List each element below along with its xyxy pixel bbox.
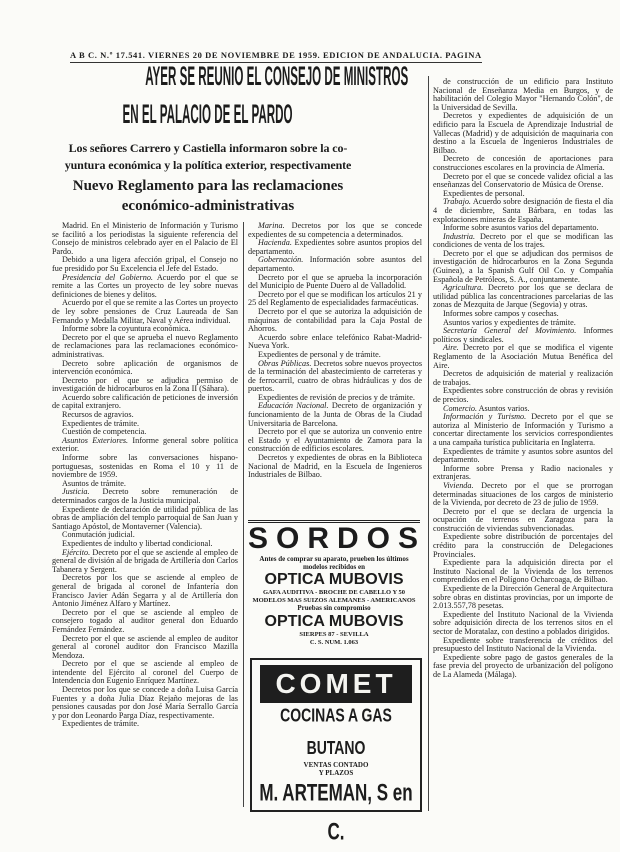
paragraph-text: Decreto por el que se autoriza al Ministerio de Información y Turismo a concertar directamente los servicios correspondientes a una campaña turística publicitaria en Inglaterra. [433,412,613,447]
section-lead: Marina. [258,221,285,230]
paragraph-text: Decreto por el que se modifican las condiciones de venta de los trajes. [433,231,613,250]
paragraph-text: Decreto por el que se asciende al empleo de auditor general al coronel auditor don Francisco Mazilla Mendoza. [52,633,238,660]
article-paragraph [52,377,238,394]
article-paragraph [52,454,238,480]
article-paragraph [433,559,613,585]
article-paragraph [52,720,238,729]
paragraph-text: Decreto por el que se modifica el vigente Reglamento de la Asociación Mutua Benéfica del Aire. [433,343,613,370]
paragraph-text: Decretos y expedientes de adquisición de un edificio para la Escuela de Aprendizaje Industrial de Vallecas (Madrid) y de adquisición de maquinaria con destino a la Escuela de Ingenieros Industriales de Bilbao. [433,111,613,155]
section-lead: Hacienda. [258,238,292,248]
paragraph-text: Decreto por el que se aprueba la incorporación del Municipio de Puente Duero al de Valladolid. [248,272,422,291]
article-paragraph [433,654,613,680]
article-paragraph [248,428,422,454]
paragraph-text: Acuerdo por el que se remite a las Cortes un proyecto de ley sobre pensiones de Cruz Laureada de San Fernando y Medalla Militar, Naval y Aérea individual. [52,298,238,325]
article-paragraph [248,239,422,256]
paragraph-text: Expedientes de personal y de trámite. [258,349,381,359]
section-lead: Vivienda. [443,480,474,490]
paragraph-text: Acuerdo sobre designación de fiesta el día 4 de diciembre, Santa Bárbara, en todas las explotaciones mineras de España. [433,197,613,224]
section-lead: Ejército. [62,547,91,557]
article-paragraph [433,284,613,310]
article-paragraph [433,533,613,559]
article-paragraph [433,413,613,447]
paragraph-text: Expedientes de indulto y libertad condicional. [62,538,213,548]
paragraph-text: Expedientes sobre asuntos propios del departamento. [248,238,422,256]
column-rule [428,76,429,811]
headline-line2 [50,100,365,132]
paragraph-text: Acuerdo sobre enlace telefónico Rabat-Madrid-Nueva York. [248,332,422,351]
article-paragraph [52,549,238,575]
paragraph-text: Decreto por el que se adjudican dos permisos de investigación de hidrocarburos en la Zona Segunda (Guinea), a la Spanish Gulf Oil Co. y Compañía Española de Petróleos, S. A., conjuntamente. [433,248,613,284]
paragraph-text: Decreto por los que se declara de utilidad pública las concentraciones parcelarias de las zonas de Mezquita de Jarque (Segovia) y otras. [433,283,613,310]
paragraph-text: Decreto de concesión de aportaciones para construcciones escolares en la provincia de Almería. [433,154,613,172]
advertisement-comet [250,658,422,846]
paragraph-text: Asuntos de trámite. [62,478,126,488]
paragraph-text: Decretos sobre nuevos proyectos de la terminación del abastecimiento de carreteras y de ferrocarril, cuatro de obras hidráulicas y dos de puertos. [248,358,423,394]
paragraph-text: Expedientes de trámite. [62,719,140,729]
paragraph-text: Decreto por el que se adjudica permiso de investigación de hidrocarburos en la Zona II (Sáhara). [52,375,238,394]
article-paragraph [433,637,613,654]
article-paragraph [52,686,238,720]
paragraph-text: Informe sobre Prensa y Radio nacionales y extranjeras. [433,463,613,482]
paragraph-text: Madrid. En el Ministerio de Información y Turismo se facilitó a los periodistas la siguiente referencia del Consejo de ministros celebrado ayer en el Palacio de El Pardo. [52,221,238,256]
section-lead: Industria. [443,231,476,241]
paragraph-text: Expediente de la Dirección General de Arquitectura sobre obras en distintas provincias, por un importe de 2.013.557,78 pesetas. [433,584,613,611]
paragraph-text: Decretos de adquisición de material y realización de trabajos. [433,369,613,387]
paragraph-text: Decreto por el que se autoriza un convenio entre el Estado y el Ayuntamiento de Zamora para la construcción de edificios escolares. [248,427,422,454]
ad-terms: VENTAS CONTADO [303,761,369,769]
paragraph-text: Expediente sobre transferencia de créditos del presupuesto del Instituto Nacional de la Vivienda. [433,635,613,654]
ad-brand-banner [260,665,412,703]
paragraph-text: Conmutación judicial. [62,530,135,540]
paragraph-text: Asuntos varios y expedientes de trámite. [443,317,576,327]
paragraph-text: Expediente del Instituto Nacional de la Vivienda sobre adquisición directa de los terrenos sitos en el sector de Moratalaz, con destino a poblados dirigidos. [433,609,613,636]
ad-terms: Y PLAZOS [318,769,354,777]
ad-text: GAFA AUDITIVA - BROCHE DE CABELLO Y 50 MODELOS MAS SUIZOS ALEMANES - AMERICANOS [252,589,416,604]
column-rule [243,222,244,807]
section-lead: Educación Nacional. [258,401,329,411]
article-paragraph [248,222,422,239]
article-paragraph [248,360,422,394]
ad-text: Antes de comprar su aparato, prueben los últimos modelos recibidos en [259,555,409,571]
article-paragraph [433,233,613,250]
paragraph-text: de construcción de un edificio para Instituto Nacional de Enseñanza Media en Burgos, y de habilitación del Colegio Mayor "Hernando Colón", de la Universidad de Sevilla. [433,77,613,112]
paragraph-text: Cuestión de competencia. [62,427,147,437]
section-lead: Secretaría General del Movimiento. [443,326,577,336]
headline-line1 [50,62,409,94]
article-paragraph [248,334,422,351]
article-paragraph [52,609,238,635]
paragraph-text: Decreto por el que se asciende al empleo de intendente del Ejército al coronel del Cuerpo de Intendencia don Eugenio Enríquez Martínez. [52,659,238,686]
section-lead: Obras Públicas. [258,358,312,368]
paragraph-text: Expedientes sobre construcción de obras y revisión de precios. [433,386,613,404]
article-paragraph [433,112,613,155]
article-paragraph [433,508,613,534]
article-paragraph [52,394,238,411]
paragraph-text: Recursos de agravios. [62,410,134,420]
article-paragraph [433,370,613,387]
article-paragraph [433,173,613,190]
deck-line1: Nuevo Reglamento para las reclamaciones [72,178,344,194]
masthead: A B C. N.º 17.541. VIERNES 20 DE NOVIEMBRE DE 1959. EDICION DE ANDALUCIA. PAGINA [70,50,482,63]
paragraph-text: Decreto por el que se modifican los artículos 21 y 25 del Reglamento de especialidades farmacéuticas. [248,289,422,308]
paragraph-text: Expedientes de trámite y asuntos sobre asuntos del departamento. [433,446,613,465]
paragraph-text: Informes sobre campos y cosechas. [443,309,559,319]
ad-address: SIERPES 87 - SEVILLA [299,631,369,638]
article-paragraph [52,660,238,686]
ad-brand: OPTICA MUBOVIS [264,613,404,630]
article-paragraph [433,465,613,482]
article-paragraph [433,155,613,172]
article-paragraph [52,506,238,532]
article-paragraph [52,360,238,377]
paragraph-text: Informe sobre la coyuntura económica. [62,324,191,334]
paragraph-text: Expedientes de trámite. [62,418,140,428]
paragraph-text: Expedientes de revisión de precios y de trámite. [258,392,415,402]
paragraph-text: Decreto sobre aplicación de organismos de intervención económica. [52,358,238,377]
article-paragraph [248,308,422,334]
paragraph-text: Información sobre asuntos del departamento. [248,255,422,273]
article-paragraph [248,291,422,308]
article-paragraph [52,274,238,300]
ad-company: M. ARTEMAN, S en C. [259,779,413,846]
paragraph-text: Decretos por los que se concede a doña Luisa García Fuentes y a doña Julia Díaz Rejaño mejoras de las pensiones causadas por don José María Serrallo García y por don Leonardo Parga Díaz, respectivamente. [52,685,238,720]
paragraph-text: Decreto por el que se asciende al empleo de general de división al de brigada de Artillería don Carlos Tabanera y Sergent. [52,547,238,574]
article-paragraph [433,585,613,611]
paragraph-text: Decreto por el que se concede validez oficial a las enseñanzas del Conservatorio de Música de Orense. [433,171,613,190]
paragraph-text: Acuerdo sobre calificación de peticiones de inversión de capital extranjero. [52,392,238,411]
advertisement-sordos [248,520,427,658]
article-paragraph [52,437,238,454]
paragraph-text: Decreto de organización y funcionamiento de la Junta de Obras de la Ciudad Universitaria de Barcelona. [248,401,422,428]
paragraph-text: Decretos por los que se asciende al empleo de general de brigada al coronel de Infantería don Francisco Javier Adán Segarra y al de Artillería don Antonio Jiménez Alfaro y Martínez. [52,573,238,609]
article-paragraph [52,488,238,505]
ad-product: COCINAS A GAS BUTANO [280,704,392,758]
paragraph-text: Expediente sobre distribución de porcentajes del crédito para la construcción de Delegaciones Provinciales. [433,532,613,559]
paragraph-text: Informe general sobre política exterior. [52,435,239,454]
paragraph-text: Expediente sobre pago de gastos generales de la fase previa del proyecto de urbanización del polígono de La Alameda (Málaga). [433,652,613,679]
deck-line2: económico-administrativas [121,198,295,214]
ad-brand: OPTICA MUBOVIS [264,571,404,588]
article-paragraph [433,327,613,344]
paragraph-text: Expediente para la adquisición directa por el Instituto Nacional de la Vivienda de los terrenos comprendidos en el Polígono Ocharcoaga, de Bilbao. [433,558,613,585]
paragraph-text: Decreto sobre remuneración de determinados cargos de la Justicia municipal. [52,487,238,505]
article-paragraph [52,299,238,325]
section-lead: Asuntos Exteriores. [62,435,129,445]
section-lead: Presidencia del Gobierno. [62,272,153,282]
ad-title: SORDOS [248,522,427,555]
paragraph-text: Decreto por el que se asciende al empleo de consejero togado al auditor general don Eduardo Fernández Fernández. [52,607,238,634]
paragraph-text: Expediente de declaración de utilidad pública de las obras de ampliación del templo parroquial de San Juan y Santiago Apóstol, de Montaverner (Valencia). [52,504,238,531]
paragraph-text: Decreto por el que se prorrogan determinadas situaciones de los cargos de ministerio de la Vivienda, por decreto de 23 de julio de 1959. [433,480,613,508]
article-paragraph [248,402,422,428]
section-lead: Comercio. [443,403,478,413]
subtitle-line2: yuntura económica y la política exterior, respectivamente [64,158,352,172]
article-paragraph [52,334,238,360]
paragraph-text: Debido a una ligera afección gripal, el Consejo no fue presidido por Su Excelencia el Jefe del Estado. [52,255,238,273]
paragraph-text: Decretos y expedientes de obras en la Biblioteca Nacional de Madrid, en la Escuela de Ingenieros Industriales de Bilbao. [248,453,422,480]
paragraph-text: Acuerdo por el que se remite a las Cortes un proyecto de ley sobre nuevas definiciones de bienes y delitos. [52,272,238,299]
article-paragraph [248,454,422,480]
article-paragraph [433,198,613,224]
article-paragraph [433,250,613,284]
paragraph-text: Informes políticos y sindicales. [433,326,613,344]
article-paragraph [433,344,613,370]
headline-line2-text: EN EL PALACIO DE EL PARDO [122,100,293,130]
article-paragraph [52,256,238,273]
article-paragraph [248,256,422,273]
paragraph-text: Expedientes de personal. [443,188,525,198]
section-lead: Trabajo. [443,197,471,207]
section-lead: Aire. [443,343,459,353]
subtitle-line1: Los señores Carrero y Castiella informaron sobre la co- [68,141,348,155]
article-paragraph [248,274,422,291]
headline-line1-text: AYER SE REUNIO EL CONSEJO DE MINISTROS [145,62,409,92]
paragraph-text: Decreto por el que se autoriza la adquisición de máquinas de contabilidad para la Caja Postal de Ahorros. [248,306,422,334]
article-paragraph [433,482,613,508]
article-paragraph [433,448,613,465]
ad-registration: C. S. NUM. 1.063 [309,639,359,646]
article-column-3 [433,78,613,680]
article-paragraph [433,611,613,637]
paragraph-text: Informe sobre las conversaciones hispano-portuguesas, sostenidas en Roma el 10 y 11 de noviembre de 1959. [52,453,238,480]
section-lead: Justicia. [62,487,90,497]
paragraph-text: Decreto por el que se declara de urgencia la ocupación de terrenos en Zaragoza para la construcción de viviendas subvencionadas. [433,506,613,533]
article-column-1 [52,222,238,729]
ad-brand: COMET [275,668,397,699]
ad-text: Pruebas sin compromiso [297,604,371,612]
article-paragraph [52,222,238,256]
paragraph-text: Asuntos varios. [477,403,530,413]
article-column-2 [248,222,422,480]
article-paragraph [433,78,613,112]
section-lead: Información y Turismo. [443,412,527,422]
section-lead: Gobernación. [258,255,304,265]
section-lead: Agricultura. [443,283,484,293]
paragraph-text: Decretos por los que se concede expedientes de su competencia a determinados. [248,221,422,239]
article-paragraph [52,635,238,661]
paragraph-text: Informe sobre asuntos varios del departamento. [443,223,599,233]
paragraph-text: Decreto por el que se aprueba el nuevo Reglamento de reclamaciones para las reclamaciones económico-administrativas. [52,332,238,359]
article-paragraph [52,574,238,608]
article-paragraph [433,387,613,404]
